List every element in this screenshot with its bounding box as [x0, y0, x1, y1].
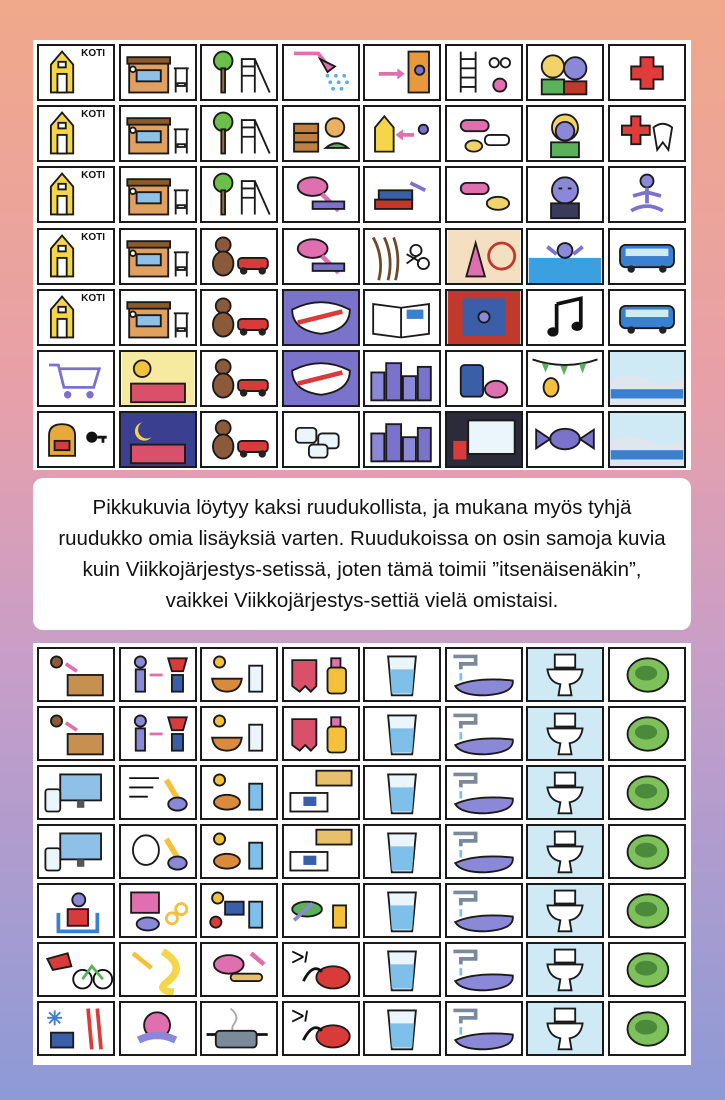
pictogram-card-hairbrush	[282, 166, 360, 223]
pictogram-card-outdoor-gear	[37, 942, 115, 997]
pictogram-card-meditate	[608, 166, 686, 223]
toothbrush-icon	[284, 291, 358, 344]
potty-icon	[610, 826, 684, 877]
kitchen-cabinet-icon	[284, 826, 358, 877]
pictogram-card-town	[608, 411, 686, 468]
daycare-icon	[121, 230, 195, 283]
pictogram-card-drawing	[119, 824, 197, 879]
pictogram-card-sauna	[282, 105, 360, 162]
koti-label: KOTI	[81, 170, 105, 182]
playground-icon	[202, 107, 276, 160]
meditate-icon	[610, 168, 684, 221]
pictogram-card-toilet	[526, 765, 604, 820]
caption-box	[33, 478, 691, 630]
candy-icon	[528, 413, 602, 466]
potty-icon	[610, 1003, 684, 1054]
wash-hands-icon	[447, 826, 521, 877]
pictogram-card-vacuuming	[282, 942, 360, 997]
toothbrush-icon	[284, 352, 358, 405]
pictogram-card-water-glass	[363, 647, 441, 702]
koti-label: KOTI	[81, 231, 105, 243]
teddy-car-icon	[202, 230, 276, 283]
pictogram-card-wash-hands	[445, 824, 523, 879]
pictogram-card-travel	[445, 350, 523, 407]
town-icon	[610, 413, 684, 466]
pictogram-card-water-glass	[363, 824, 441, 879]
pictogram-card-home-koti	[37, 228, 115, 285]
pictogram-card-dishwashing	[282, 883, 360, 938]
pictogram-card-toothbrush	[282, 289, 360, 346]
grandparents-icon	[528, 46, 602, 99]
daycare-icon	[121, 168, 195, 221]
pictogram-card-snack	[200, 765, 278, 820]
toilet-icon	[528, 708, 602, 759]
pictogram-card-potty	[608, 706, 686, 761]
water-glass-icon	[365, 649, 439, 700]
pictogram-card-movie	[445, 411, 523, 468]
pictogram-card-home-koti	[37, 44, 115, 101]
pictogram-card-toilet	[526, 883, 604, 938]
pills-icon	[447, 168, 521, 221]
pictogram-card-backpack-keys	[37, 411, 115, 468]
swimming-icon	[528, 230, 602, 283]
pictogram-card-kitchen-cabinet	[282, 824, 360, 879]
painting-icon	[121, 944, 195, 995]
pictogram-card-crafts	[119, 883, 197, 938]
pictogram-card-shopping-cart	[37, 350, 115, 407]
pictogram-card-daycare	[119, 44, 197, 101]
get-dressed-icon	[121, 708, 195, 759]
snack-icon	[202, 826, 276, 877]
pictogram-card-cleaning-spray	[282, 647, 360, 702]
koti-label: KOTI	[81, 48, 105, 59]
pictogram-card-get-dressed	[119, 706, 197, 761]
pictogram-card-tired	[526, 166, 604, 223]
theater-icon	[447, 291, 521, 344]
pictogram-card-breakfast	[200, 706, 278, 761]
breakfast-icon	[202, 708, 276, 759]
pictogram-card-city	[363, 350, 441, 407]
crafts-icon	[121, 885, 195, 936]
books-icon	[365, 168, 439, 221]
pictogram-card-baking	[200, 942, 278, 997]
pictogram-card-toilet	[526, 647, 604, 702]
city-icon	[365, 413, 439, 466]
toilet-icon	[528, 767, 602, 818]
pictogram-card-daycare	[119, 105, 197, 162]
pictogram-card-potty	[608, 942, 686, 997]
town-icon	[610, 352, 684, 405]
playground-icon	[202, 168, 276, 221]
wash-hands-icon	[447, 944, 521, 995]
screen-time-icon	[39, 767, 113, 818]
pictogram-card-medicine	[445, 105, 523, 162]
tidy-toys-icon	[39, 649, 113, 700]
pictogram-card-screen-time	[37, 824, 115, 879]
pictogram-card-enter-door	[363, 44, 441, 101]
potty-icon	[610, 708, 684, 759]
pictogram-card-haircut	[363, 228, 441, 285]
top-pictogram-sheet	[33, 40, 691, 470]
hairbrush-icon	[284, 230, 358, 283]
toilet-icon	[528, 944, 602, 995]
pictogram-card-water-glass	[363, 1001, 441, 1056]
cleaning-spray-icon	[284, 708, 358, 759]
pictogram-card-kitchen-cabinet	[282, 765, 360, 820]
snack-icon	[202, 767, 276, 818]
teddy-car-icon	[202, 352, 276, 405]
bottom-pictogram-grid	[37, 647, 691, 1056]
pictogram-card-home-koti	[37, 105, 115, 162]
pictogram-card-wash-hands	[445, 1001, 523, 1056]
pictogram-card-pills	[445, 166, 523, 223]
writing-icon	[121, 767, 195, 818]
pictogram-card-shower	[282, 44, 360, 101]
pictogram-card-painting	[119, 942, 197, 997]
pictogram-card-theater	[445, 289, 523, 346]
pictogram-card-wash-hands	[445, 765, 523, 820]
sauna-icon	[284, 107, 358, 160]
pictogram-card-teddy-car	[200, 289, 278, 346]
water-glass-icon	[365, 1003, 439, 1054]
pictogram-card-town	[608, 350, 686, 407]
pictogram-card-bus	[608, 228, 686, 285]
water-glass-icon	[365, 708, 439, 759]
water-glass-icon	[365, 767, 439, 818]
pictogram-card-screen-time	[37, 765, 115, 820]
pictogram-card-playground	[200, 166, 278, 223]
cooking-icon	[202, 1003, 276, 1054]
party-icon	[528, 352, 602, 405]
potty-icon	[610, 649, 684, 700]
pictogram-card-wash-hands	[445, 706, 523, 761]
wash-hands-icon	[447, 767, 521, 818]
pictogram-card-wash-hands	[445, 883, 523, 938]
pictogram-card-cleaning-spray	[282, 706, 360, 761]
pictogram-card-teddy-car	[200, 411, 278, 468]
breakfast-icon	[202, 649, 276, 700]
baking-icon	[202, 944, 276, 995]
screen-time-icon	[39, 826, 113, 877]
get-dressed-icon	[121, 649, 195, 700]
gum-icon	[284, 413, 358, 466]
wash-hands-icon	[447, 649, 521, 700]
daycare-icon	[121, 46, 195, 99]
pictogram-card-toothbrush	[282, 350, 360, 407]
haircut-icon	[365, 230, 439, 283]
pictogram-card-swimming	[526, 228, 604, 285]
pictogram-card-water-glass	[363, 942, 441, 997]
wash-hands-icon	[447, 885, 521, 936]
pictogram-card-potty	[608, 1001, 686, 1056]
bus-icon	[610, 230, 684, 283]
pictogram-card-vacuuming	[282, 1001, 360, 1056]
pictogram-card-books	[363, 166, 441, 223]
reading-chair-icon	[39, 885, 113, 936]
hairbrush-icon	[284, 168, 358, 221]
pictogram-card-potty	[608, 765, 686, 820]
pictogram-card-toilet	[526, 1001, 604, 1056]
pictogram-card-daycare	[119, 289, 197, 346]
caption-text: Pikkukuvia löytyy kaksi ruudukollista, ja mukana myös tyhjä ruudukko omia lisäyksiä varten. Ruudukoissa on osin samoja kuvia kuin Viikkojärjestys-setissä, joten tämä toimii ”itsenäisenäkin”, vaikkei Viikkojärjestys-settiä vielä omistaisi.	[58, 496, 666, 612]
pictogram-card-playground	[200, 44, 278, 101]
winter-gear-icon	[39, 1003, 113, 1054]
pictogram-card-reading	[363, 289, 441, 346]
toilet-icon	[528, 1003, 602, 1054]
kitchen-cabinet-icon	[284, 767, 358, 818]
dentist-icon	[610, 107, 684, 160]
pictogram-card-grandparents	[526, 44, 604, 101]
pictogram-card-sleep	[119, 411, 197, 468]
pictogram-card-potty	[608, 647, 686, 702]
sleep-icon	[121, 413, 195, 466]
teddy-car-icon	[202, 291, 276, 344]
water-glass-icon	[365, 885, 439, 936]
pictogram-card-wake-up	[119, 350, 197, 407]
toilet-icon	[528, 885, 602, 936]
pictogram-card-toilet	[526, 706, 604, 761]
dishwashing-icon	[284, 885, 358, 936]
pictogram-card-playground	[200, 105, 278, 162]
pictogram-card-hairbrush	[282, 228, 360, 285]
pictogram-card-reading-chair	[37, 883, 115, 938]
bus-icon	[610, 291, 684, 344]
pictogram-card-city	[363, 411, 441, 468]
pictogram-card-winter-gear	[37, 1001, 115, 1056]
potty-icon	[610, 767, 684, 818]
pictogram-card-snack	[200, 824, 278, 879]
cleaning-spray-icon	[284, 649, 358, 700]
backpack-keys-icon	[39, 413, 113, 466]
pictogram-card-dentist	[608, 105, 686, 162]
water-glass-icon	[365, 944, 439, 995]
outdoor-gear-icon	[39, 944, 113, 995]
pictogram-card-wash-hands	[445, 647, 523, 702]
pictogram-card-tidy-toys	[37, 647, 115, 702]
lunch-icon	[202, 885, 276, 936]
pictogram-card-potty	[608, 824, 686, 879]
wash-hands-icon	[447, 708, 521, 759]
pictogram-card-tidy-toys	[37, 706, 115, 761]
go-home-icon	[365, 107, 439, 160]
pictogram-card-toilet	[526, 824, 604, 879]
pictogram-card-amusement-park	[445, 228, 523, 285]
pictogram-card-water-glass	[363, 706, 441, 761]
daycare-icon	[121, 107, 195, 160]
pictogram-card-party	[526, 350, 604, 407]
tired-icon	[528, 168, 602, 221]
movie-icon	[447, 413, 521, 466]
pictogram-card-daycare	[119, 228, 197, 285]
travel-icon	[447, 352, 521, 405]
koti-label: KOTI	[81, 292, 105, 304]
shower-icon	[284, 46, 358, 99]
drawing-icon	[121, 826, 195, 877]
enter-door-icon	[365, 46, 439, 99]
wash-hands-icon	[447, 1003, 521, 1054]
bottom-pictogram-sheet	[33, 643, 691, 1065]
potty-icon	[610, 885, 684, 936]
pictogram-card-music	[526, 289, 604, 346]
pictogram-card-get-dressed	[119, 647, 197, 702]
koti-label: KOTI	[81, 109, 105, 121]
pictogram-card-teddy-car	[200, 228, 278, 285]
pictogram-card-gym	[445, 44, 523, 101]
pictogram-card-potty	[608, 883, 686, 938]
gym-icon	[447, 46, 521, 99]
mom-icon	[528, 107, 602, 160]
city-icon	[365, 352, 439, 405]
vacuuming-icon	[284, 1003, 358, 1054]
pictogram-card-teddy-car	[200, 350, 278, 407]
amusement-park-icon	[447, 230, 521, 283]
pictogram-card-toilet	[526, 942, 604, 997]
vacuuming-icon	[284, 944, 358, 995]
clay-icon	[121, 1003, 195, 1054]
pictogram-card-clay	[119, 1001, 197, 1056]
pictogram-card-home-koti	[37, 166, 115, 223]
pictogram-card-water-glass	[363, 765, 441, 820]
pictogram-card-lunch	[200, 883, 278, 938]
pictogram-card-gum	[282, 411, 360, 468]
top-pictogram-grid	[37, 44, 691, 468]
daycare-icon	[121, 291, 195, 344]
pictogram-card-cooking	[200, 1001, 278, 1056]
wake-up-icon	[121, 352, 195, 405]
pictogram-card-first-aid	[608, 44, 686, 101]
pictogram-card-breakfast	[200, 647, 278, 702]
pictogram-card-go-home	[363, 105, 441, 162]
reading-icon	[365, 291, 439, 344]
medicine-icon	[447, 107, 521, 160]
pictogram-card-home-koti	[37, 289, 115, 346]
shopping-cart-icon	[39, 352, 113, 405]
pictogram-card-mom	[526, 105, 604, 162]
toilet-icon	[528, 649, 602, 700]
pictogram-card-water-glass	[363, 883, 441, 938]
pictogram-card-writing	[119, 765, 197, 820]
music-icon	[528, 291, 602, 344]
pictogram-card-daycare	[119, 166, 197, 223]
potty-icon	[610, 944, 684, 995]
pictogram-card-wash-hands	[445, 942, 523, 997]
playground-icon	[202, 46, 276, 99]
teddy-car-icon	[202, 413, 276, 466]
pictogram-card-bus	[608, 289, 686, 346]
pictogram-card-candy	[526, 411, 604, 468]
toilet-icon	[528, 826, 602, 877]
tidy-toys-icon	[39, 708, 113, 759]
first-aid-icon	[610, 46, 684, 99]
water-glass-icon	[365, 826, 439, 877]
